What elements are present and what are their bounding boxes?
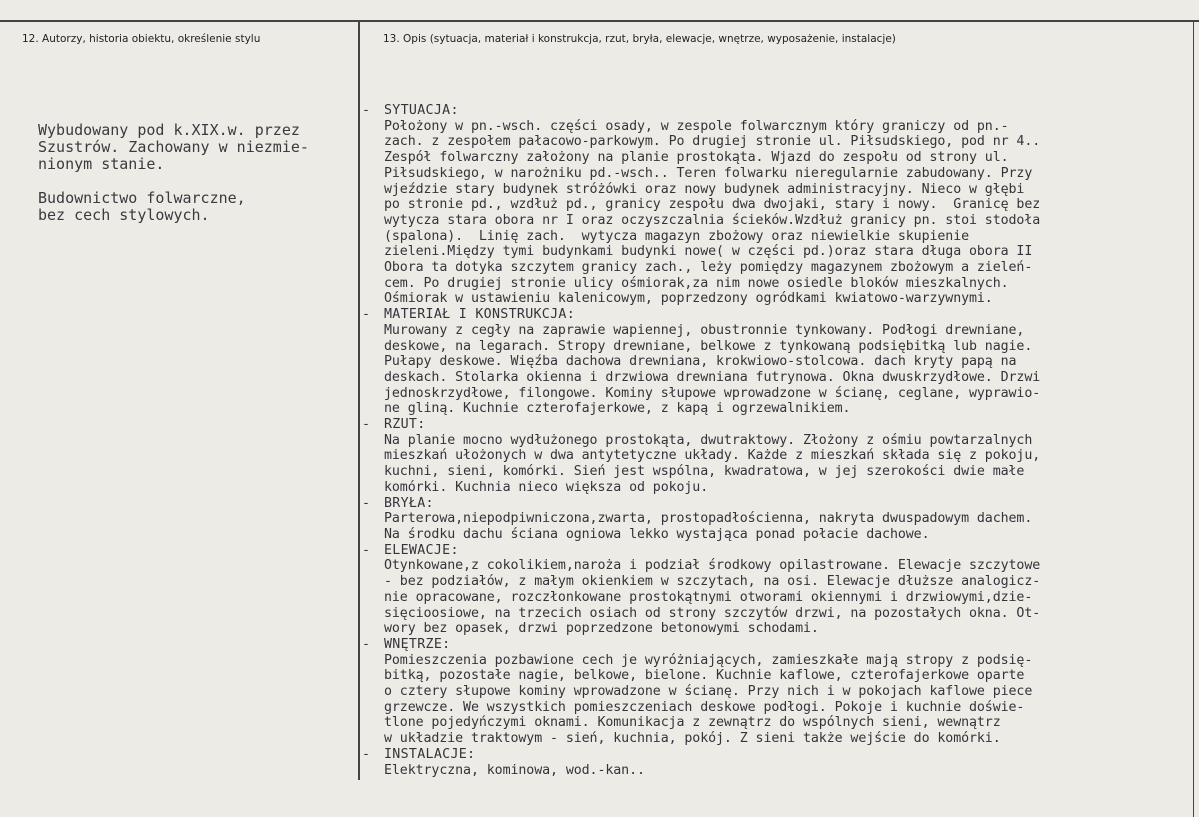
section-block — [362, 543, 1194, 637]
section-title: ELEWACJE: — [384, 542, 459, 558]
section-heading — [362, 496, 1194, 512]
section-text-line: Położony w pn.-wsch. części osady, w zespole folwarcznym który graniczy od pn.- — [384, 118, 1009, 134]
section-heading — [362, 103, 1194, 119]
section-text-line: w układzie traktowym - sień, kuchnia, pokój. Z sieni także wejście do komórki. — [384, 731, 1001, 747]
section-block — [362, 747, 1194, 778]
section-text-line: zieleni.Między tymi budynkami budynki nowe( w części pd.)oraz stara długa obora II — [384, 244, 1033, 260]
section-text-line: (spalona). Linię zach. wytycza magazyn zbożowy oraz niewielkie skupienie — [384, 228, 970, 244]
section-heading — [362, 307, 1194, 323]
column-divider — [358, 22, 360, 780]
section-text-line: Parterowa,niepodpiwniczona,zwarta, prostopadłościenna, nakryta dwuspadowym dachem. — [384, 511, 1033, 527]
section-text-line: cem. Po drugiej stronie ulicy ośmiorak,za nim nowe osiedle bloków mieszkalnych. — [384, 275, 1009, 291]
section-title: RZUT: — [384, 417, 426, 433]
section-text-line: wjeździe stary budynek stróżówki oraz nowy budynek administracyjny. Nieco w głębi — [384, 181, 1025, 197]
section-heading — [362, 637, 1194, 653]
section-text-line: Pułapy deskowe. Więźba dachowa drewniana, krokwiowo-stolcowa. dach kryty papą na — [384, 354, 1017, 370]
section-text-line: tlone pojedyńczymi oknami. Komunikacja z zewnątrz do wspólnych sieni, wewnątrz — [384, 715, 1001, 731]
section-text-line: Elektryczna, kominowa, wod.-kan.. — [384, 762, 645, 778]
section-text-line: wytycza stara obora nr I oraz oczyszczalnia ścieków.Wzdłuż granicy pn. stoi stodoła — [384, 212, 1041, 228]
section-title: INSTALACJE: — [384, 746, 476, 762]
section-text-line: nie opracowane, rozczłonkowane prostokątnymi otworami okiennymi i drzwiowymi,dzie- — [384, 589, 1033, 605]
section-text-line: Pomieszczenia pozbawione cech je wyróżniających, zamieszkałe mają stropy z podsię- — [384, 652, 1033, 668]
section-heading — [362, 417, 1194, 433]
right-column-header: 13. Opis (sytuacja, materiał i konstrukcja, rzut, bryła, elewacje, wnętrze, wyposażenie, instalacje) — [383, 33, 896, 45]
section-dash-marker: - — [362, 307, 371, 323]
section-text-line: deskach. Stolarka okienna i drzwiowa drewniana futrynowa. Okna dwuskrzydłowe. Drzwi — [384, 369, 1041, 385]
section-title: BRYŁA: — [384, 495, 434, 511]
section-text-line: sięcioosiowe, na trzecich osiach od strony szczytów drzwi, na pozostałych okna. Ot- — [384, 605, 1041, 621]
section-text-line: zach. z zespołem pałacowo-parkowym. Po drugiej stronie ul. Piłsudskiego, pod nr 4.. — [384, 134, 1041, 150]
section-title: WNĘTRZE: — [384, 636, 451, 652]
section-text-line: Na środku dachu ściana ogniowa lekko wystająca ponad połacie dachowe. — [384, 526, 930, 542]
section-text-line: Zespół folwarczny założony na planie prostokąta. Wjazd do zespołu od strony ul. — [384, 150, 1009, 166]
section-text-line: komórki. Kuchnia nieco większa od pokoju. — [384, 479, 709, 495]
section-dash-marker: - — [362, 746, 371, 762]
section-block — [362, 417, 1194, 496]
section-dash-marker: - — [362, 636, 371, 652]
section-dash-marker: - — [362, 495, 371, 511]
description-column — [362, 103, 1194, 778]
section-text-line: Obora ta dotyka szczytem granicy zach., leży pomiędzy magazynem zbożowym a zieleń- — [384, 260, 1033, 276]
section-text-line: Murowany z cegły na zaprawie wapiennej, obustronnie tynkowany. Podłogi drewniane, — [384, 322, 1025, 338]
section-text-line: Otynkowane,z cokolikiem,naroża i podział środkowy opilastrowane. Elewacje szczytowe — [384, 558, 1041, 574]
section-text-line: kuchni, sieni, komórki. Sień jest wspólna, kwadratowa, w jej szerokości dwie małe — [384, 464, 1025, 480]
section-title: SYTUACJA: — [384, 103, 459, 118]
section-dash-marker: - — [362, 417, 371, 433]
section-text-line: Ośmiorak w ustawieniu kalenicowym, poprzedzony ogródkami kwiatowo-warzywnymi. — [384, 291, 993, 307]
history-paragraph: Wybudowany pod k.XIX.w. przez Szustrów. Zachowany w niezmie- nionym stanie. — [38, 121, 309, 173]
left-column-text — [38, 122, 338, 241]
left-column-header: 12. Autorzy, historia obiektu, określenie stylu — [22, 33, 261, 45]
section-title: MATERIAŁ I KONSTRUKCJA: — [384, 307, 576, 323]
section-text-line: Piłsudskiego, w narożniku pd.-wsch.. Teren folwarku nieregularnie zabudowany. Przy — [384, 165, 1033, 181]
section-text-line: po stronie pd., wzdłuż pd., granicy zespołu dwa dwojaki, stary i nowy. Granicę bez — [384, 197, 1041, 213]
section-text-line: wory bez opasek, drzwi poprzedzone betonowymi schodami. — [384, 621, 819, 637]
section-text-line: ne gliną. Kuchnie czterofajerkowe, z kapą i ogrzewalnikiem. — [384, 401, 851, 417]
section-block — [362, 307, 1194, 417]
section-heading — [362, 747, 1194, 763]
section-text-line: Na planie mocno wydłużonego prostokąta, dwutraktowy. Złożony z ośmiu powtarzalnych — [384, 432, 1033, 448]
section-block — [362, 103, 1194, 307]
section-block — [362, 496, 1194, 543]
section-text-line: deskowe, na legarach. Stropy drewniane, belkowe z tynkowaną podsiębitką lub nagie. — [384, 338, 1033, 354]
section-dash-marker: - — [362, 542, 371, 558]
section-text-line: - bez podziałów, z małym okienkiem w szczytach, na osi. Elewacje dłuższe analogicz- — [384, 574, 1041, 590]
section-text-line: grzewcze. We wszystkich pomieszczeniach deskowe podłogi. Pokoje i kuchnie doświe- — [384, 699, 1025, 715]
top-rule — [0, 20, 1199, 22]
section-block — [362, 637, 1194, 747]
section-text-line: mieszkań ułożonych w dwa antytetyczne układy. Każde z mieszkań składa się z pokoju, — [384, 448, 1041, 464]
section-dash-marker: - — [362, 103, 371, 118]
section-text-line: o cztery słupowe kominy wprowadzone w ścianę. Przy nich i w pokojach kaflowe piece — [384, 684, 1033, 700]
section-text-line: bitką, pozostałe nagie, belkowe, bielone. Kuchnie kaflowe, czterofajerkowe oparte — [384, 668, 1025, 684]
section-heading — [362, 543, 1194, 559]
style-paragraph: Budownictwo folwarczne, bez cech stylowych. — [38, 189, 246, 224]
section-text-line: jednoskrzydłowe, filongowe. Kominy słupowe wprowadzone w ścianę, ceglane, wyprawio- — [384, 385, 1041, 401]
